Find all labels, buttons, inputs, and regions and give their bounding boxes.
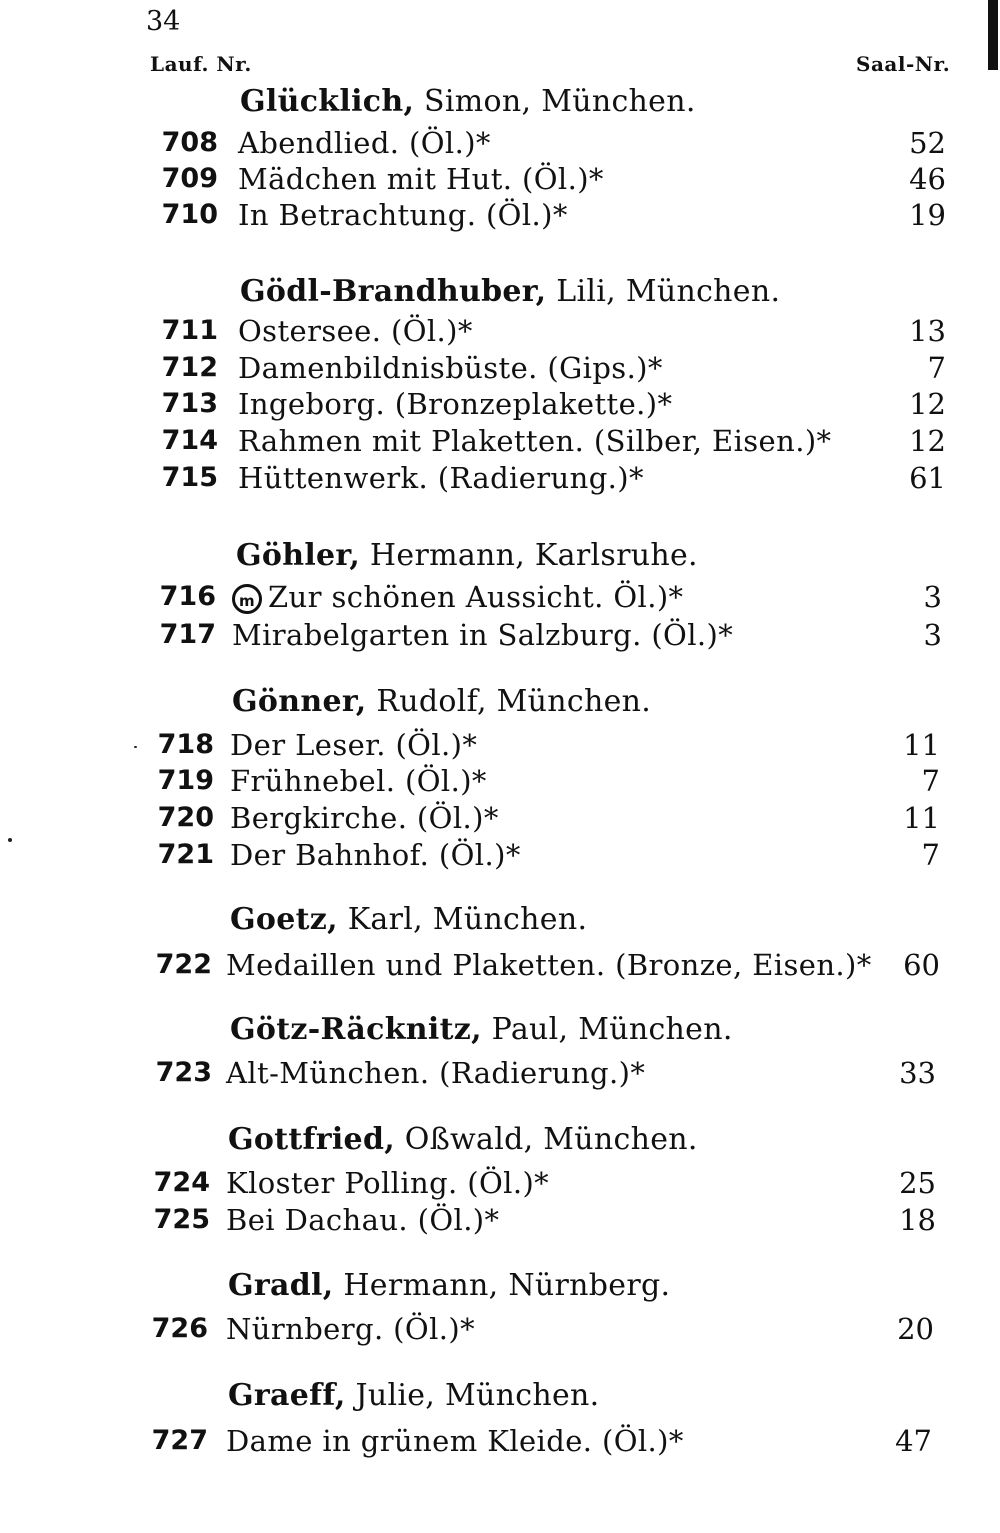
- catalog-entry: [156, 198, 956, 234]
- entry-room: 13: [909, 314, 946, 348]
- entry-room: 18: [899, 1203, 936, 1237]
- artist-details: Paul, München.: [481, 1012, 733, 1047]
- entry-room: 7: [921, 764, 940, 798]
- artist-name: Gradl,: [228, 1268, 334, 1303]
- entry-title: Der Leser. (Öl.)*: [230, 728, 478, 762]
- artist-name: Göhler,: [236, 538, 361, 573]
- artist-heading: [236, 538, 698, 573]
- scan-speck: [8, 838, 12, 842]
- artist-heading: [228, 1268, 670, 1303]
- page-number: 34: [146, 6, 181, 37]
- entry-room: 19: [909, 198, 946, 232]
- entry-number: 709: [161, 163, 218, 194]
- entry-title: Frühnebel. (Öl.)*: [230, 764, 487, 798]
- entry-room: 3: [923, 580, 942, 614]
- column-header-running-number: Lauf. Nr.: [150, 52, 252, 76]
- entry-room: 11: [903, 728, 940, 762]
- entry-title: Nürnberg. (Öl.)*: [226, 1312, 475, 1346]
- entry-number: 722: [155, 949, 212, 980]
- entry-title: Mirabelgarten in Salzburg. (Öl.)*: [232, 618, 734, 652]
- catalog-entry: [148, 1203, 948, 1239]
- entry-title: Ostersee. (Öl.)*: [238, 314, 473, 348]
- entry-room: 7: [927, 351, 946, 385]
- catalog-entry: [152, 801, 952, 837]
- column-header-room-number: Saal-Nr.: [856, 52, 951, 76]
- entry-title: Hüttenwerk. (Radierung.)*: [238, 461, 644, 495]
- catalog-entry: [154, 618, 954, 654]
- artist-name: Gönner,: [232, 684, 367, 719]
- entry-room: 52: [909, 126, 946, 160]
- entry-number: 718: [157, 729, 214, 760]
- entry-number: 708: [161, 127, 218, 158]
- catalog-entry: [156, 351, 956, 387]
- artist-details: Rudolf, München.: [366, 684, 652, 719]
- catalog-entry: [152, 764, 952, 800]
- artist-heading: [232, 684, 651, 719]
- entry-number: 711: [161, 315, 218, 346]
- catalog-entry: [152, 728, 952, 764]
- entry-number: 710: [161, 199, 218, 230]
- entry-title: Dame in grünem Kleide. (Öl.)*: [226, 1424, 684, 1458]
- artist-heading: [240, 274, 780, 309]
- entry-room: 47: [895, 1424, 932, 1458]
- entry-number: 723: [155, 1057, 212, 1088]
- entry-title: Mädchen mit Hut. (Öl.)*: [238, 162, 604, 196]
- entry-room: 12: [909, 424, 946, 458]
- entry-number: 713: [161, 388, 218, 419]
- artist-details: Julie, München.: [345, 1378, 600, 1413]
- entry-room: 7: [921, 838, 940, 872]
- entry-title: Medaillen und Plaketten. (Bronze, Eisen.)*: [226, 948, 872, 982]
- entry-title: Bergkirche. (Öl.)*: [230, 801, 499, 835]
- entry-title: Bei Dachau. (Öl.)*: [226, 1203, 500, 1237]
- catalog-entry: [156, 387, 956, 423]
- entry-room: 46: [909, 162, 946, 196]
- entry-room: 33: [899, 1056, 936, 1090]
- artist-heading: [228, 1378, 599, 1413]
- artist-name: Gottfried,: [228, 1122, 395, 1157]
- artist-name: Gödl-Brandhuber,: [240, 274, 547, 309]
- entry-number: 716: [159, 581, 216, 612]
- artist-heading: [230, 902, 587, 937]
- entry-room: 12: [909, 387, 946, 421]
- artist-details: Hermann, Nürnberg.: [333, 1268, 671, 1303]
- artist-details: Lili, München.: [546, 274, 781, 309]
- m-badge-icon: m: [232, 584, 262, 614]
- artist-details: Karl, München.: [337, 902, 588, 937]
- catalog-entry: [146, 1424, 946, 1460]
- artist-name: Glücklich,: [240, 84, 415, 119]
- catalog-entry: [156, 162, 956, 198]
- artist-name: Graeff,: [228, 1378, 346, 1413]
- entry-number: 719: [157, 765, 214, 796]
- entry-room: 20: [897, 1312, 934, 1346]
- entry-number: 724: [153, 1167, 210, 1198]
- entry-room: 60: [903, 948, 940, 982]
- entry-number: 726: [151, 1313, 208, 1344]
- artist-heading: [240, 84, 696, 119]
- entry-title: Ingeborg. (Bronzeplakette.)*: [238, 387, 673, 421]
- catalog-entry: [150, 948, 950, 984]
- entry-number: 712: [161, 352, 218, 383]
- entry-title: Damenbildnisbüste. (Gips.)*: [238, 351, 663, 385]
- artist-name: Goetz,: [230, 902, 338, 937]
- artist-name: Götz-Räcknitz,: [230, 1012, 482, 1047]
- entry-number: 727: [151, 1425, 208, 1456]
- scan-speck: [134, 746, 137, 748]
- entry-room: 25: [899, 1166, 936, 1200]
- artist-heading: [228, 1122, 698, 1157]
- entry-title: Der Bahnhof. (Öl.)*: [230, 838, 521, 872]
- scan-edge-mark: [988, 0, 998, 70]
- entry-title: Alt-München. (Radierung.)*: [226, 1056, 646, 1090]
- artist-details: Simon, München.: [414, 84, 696, 119]
- entry-title: Rahmen mit Plaketten. (Silber, Eisen.)*: [238, 424, 832, 458]
- entry-number: 714: [161, 425, 218, 456]
- artist-heading: [230, 1012, 733, 1047]
- catalog-entry: [146, 1312, 946, 1348]
- entry-number: 725: [153, 1204, 210, 1235]
- catalog-entry: [156, 461, 956, 497]
- catalog-entry: [150, 1056, 950, 1092]
- entry-title: In Betrachtung. (Öl.)*: [238, 198, 568, 232]
- catalog-entry: [152, 838, 952, 874]
- artist-details: Oßwald, München.: [394, 1122, 698, 1157]
- catalog-entry: [156, 424, 956, 460]
- entry-title: Abendlied. (Öl.)*: [238, 126, 491, 160]
- entry-room: 61: [909, 461, 946, 495]
- entry-number: 720: [157, 802, 214, 833]
- entry-room: 11: [903, 801, 940, 835]
- entry-number: 715: [161, 462, 218, 493]
- entry-title: Zur schönen Aussicht. Öl.)*: [268, 580, 684, 614]
- entry-room: 3: [923, 618, 942, 652]
- entry-title: Kloster Polling. (Öl.)*: [226, 1166, 550, 1200]
- catalog-entry: [156, 314, 956, 350]
- catalog-entry: [148, 1166, 948, 1202]
- entry-number: 717: [159, 619, 216, 650]
- entry-number: 721: [157, 839, 214, 870]
- artist-details: Hermann, Karlsruhe.: [360, 538, 698, 573]
- catalog-entry: [154, 580, 954, 616]
- catalog-entry: [156, 126, 956, 162]
